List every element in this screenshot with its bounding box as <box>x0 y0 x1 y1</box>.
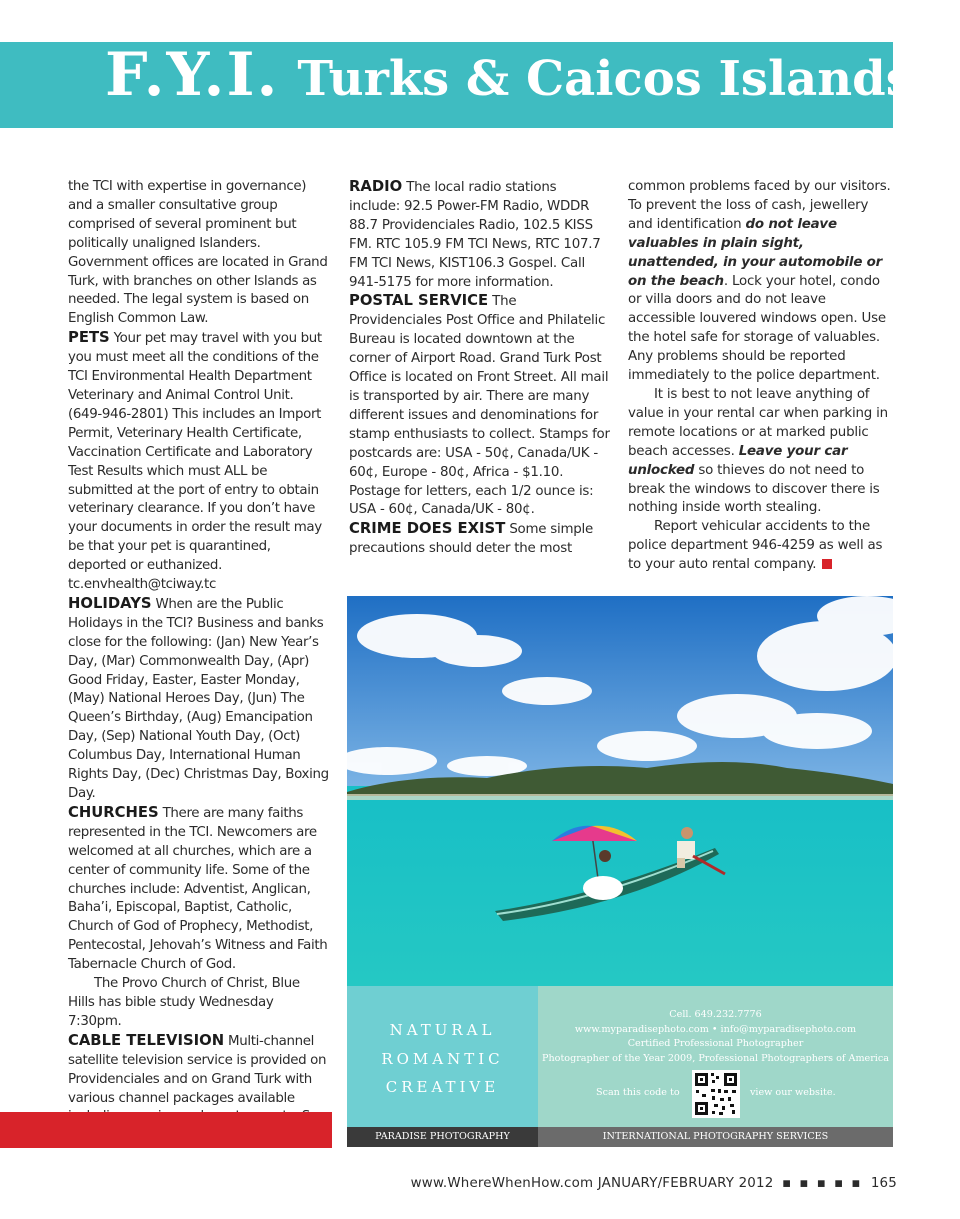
governance-paragraph: the TCI with expertise in governance) and a smaller consultative group comprised of several prominent but politically unaligned Islanders. Government offices are located in Grand Turk, with branches on other Islands as needed. The legal system is based on English Common Law. <box>68 179 328 327</box>
precautions-text-a: common problems faced by our visitors. To prevent the loss of cash, jewellery and identification <box>628 179 891 232</box>
rental-car-text-a: It is best to not leave anything of value in your rental car when parking in remote locations or at marked public beach accesses. <box>628 386 888 459</box>
accidents-text: Report vehicular accidents to the police department 946-4259 as well as to your auto rental company. <box>628 519 883 573</box>
pets-heading: PETS <box>68 329 110 347</box>
footer-issue: JANUARY/FEBRUARY 2012 <box>597 1176 774 1191</box>
holidays-heading: HOLIDAYS <box>68 594 152 612</box>
rental-car-paragraph <box>628 386 893 518</box>
radio-paragraph <box>349 178 611 292</box>
ad-scan-row <box>538 1070 893 1118</box>
precautions-paragraph <box>628 178 893 386</box>
ad-contact-panel <box>538 986 893 1127</box>
article-column-2 <box>349 178 611 559</box>
precautions-text-b: . Lock your hotel, condo or villa doors and do not leave accessible louvered windows open. Use the hotel safe for storage of valuables. Any problems should be reported immediately to the police department. <box>628 273 886 384</box>
end-of-article-mark <box>822 559 832 569</box>
crime-text: Some simple precautions should deter the most <box>349 522 593 557</box>
page-number: 165 <box>870 1176 897 1191</box>
page-title <box>105 40 913 130</box>
holidays-paragraph <box>68 595 330 804</box>
decorative-red-bar <box>0 1112 332 1148</box>
ad-contact-info <box>538 1008 893 1066</box>
precautions-emphasis: do not leave valuables in plain sight, unattended, in your automobile or on the beach <box>628 216 883 289</box>
ad-tagline <box>347 1016 538 1102</box>
churches-heading: CHURCHES <box>68 803 159 821</box>
churches-text: There are many faiths represented in the TCI. Newcomers are welcomed at all churches, which are a center of community life. Some of the churches include: Adventist, Anglican, Baha’i, Episcopal, Baptist, Catholic, Church of God of Prophecy, Methodist, Pentecostal, Jehovah’s Witness and Faith Tabernacle Church of God. <box>68 805 328 973</box>
rental-car-emphasis: Leave your car unlocked <box>628 443 848 478</box>
ad-award: Photographer of the Year 2009, Professional Photographers of America <box>542 1052 889 1064</box>
rental-car-text-b: so thieves do not need to break the windows to discover there is nothing inside worth stealing. <box>628 462 880 516</box>
cable-text: Multi-channel satellite television service is provided on Providenciales and on Grand Turk with various channel packages available <box>68 1033 327 1106</box>
radio-text: The local radio stations include: 92.5 Power-FM Radio, WDDR 88.7 Providenciales Radio, 102.5 KISS FM. RTC 105.9 FM TCI News, RTC 107.7 FM TCI News, KIST106.3 Gospel. Call 941-5175 for more information. <box>349 180 601 290</box>
article-column-3 <box>628 178 893 575</box>
ad-web-email: www.myparadisephoto.com • info@myparadisephoto.com <box>574 1023 857 1035</box>
qr-code-icon[interactable] <box>692 1070 740 1118</box>
bible-study-paragraph: The Provo Church of Christ, Blue Hills has bible study Wednesday 7:30pm. <box>68 976 300 1029</box>
fyi-label: F.Y.I. <box>105 40 280 110</box>
page-footer <box>400 1176 897 1191</box>
postal-heading: POSTAL SERVICE <box>349 292 489 310</box>
canoe-lagoon-photo <box>347 596 893 986</box>
scan-label-left: Scan this code to <box>596 1087 680 1098</box>
ad-certification: Certified Professional Photographer <box>627 1038 804 1050</box>
ad-brand-bar: PARADISE PHOTOGRAPHY <box>347 1127 538 1147</box>
holidays-text: When are the Public Holidays in the TCI? Business and banks close for the following: (Jan) New Year’s Day, (Mar) Commonwealth Day, (Apr) Good Friday, Easter, Easter Monday, (May) National Heroes Day, (Jun) The Queen’s Birthday, (Aug) Emancipation Day, (Sep) National Youth Day, (Oct) Columbus Day, International Human Rights Day, (Dec) Christmas Day, Boxing Day. <box>68 596 329 801</box>
scan-label-right: view our website. <box>750 1087 836 1098</box>
tagline-creative: CREATIVE <box>385 1078 500 1096</box>
accidents-paragraph <box>628 518 893 575</box>
footer-website: www.WhereWhenHow.com <box>410 1176 594 1191</box>
crime-heading: CRIME DOES EXIST <box>349 520 506 538</box>
radio-heading: RADIO <box>349 178 403 195</box>
section-title: Turks & Caicos Islands <box>297 51 913 107</box>
tagline-romantic: ROMANTIC <box>381 1049 504 1068</box>
crime-paragraph <box>349 520 611 559</box>
article-column-1 <box>68 178 330 1146</box>
postal-paragraph <box>349 292 611 520</box>
ad-tagline-panel <box>347 986 538 1127</box>
ad-phone: Cell. 649.232.7776 <box>669 1009 762 1020</box>
postal-text: The Providenciales Post Office and Philatelic Bureau is located downtown at the corner of Airport Road. Grand Turk Post Office is located on Front Street. All mail is transported by air. There are many different issues and denominations for stamp enthusiasts to collect. Stamps for postcards are: USA - 50¢, Canada/UK - 60¢, Europe - 80¢, Africa - $1.10. Postage for letters, each 1/2 ounce is: USA - 60¢, Canada/UK - 80¢. <box>349 294 610 518</box>
ad-services-bar: INTERNATIONAL PHOTOGRAPHY SERVICES <box>538 1127 893 1147</box>
churches-paragraph <box>68 804 330 975</box>
cable-heading: CABLE TELEVISION <box>68 1031 225 1049</box>
footer-dots: ▪ ▪ ▪ ▪ ▪ <box>781 1176 863 1191</box>
tagline-natural: NATURAL <box>389 1021 496 1039</box>
pets-paragraph <box>68 329 330 595</box>
pets-text: Your pet may travel with you but you must meet all the conditions of the TCI Environmental Health Department Veterinary and Animal Control Unit. (649-946-2801) This includes an Import Permit, Veterinary Health Certificate, Vaccination Certificate and Laboratory Test Results which must ALL be submitted at the port of entry to obtain veterinary clearance. If you don’t have your documents in order the result may be that your pet is quarantined, deported or euthanized. tc.envhealth@tciway.tc <box>68 331 322 593</box>
